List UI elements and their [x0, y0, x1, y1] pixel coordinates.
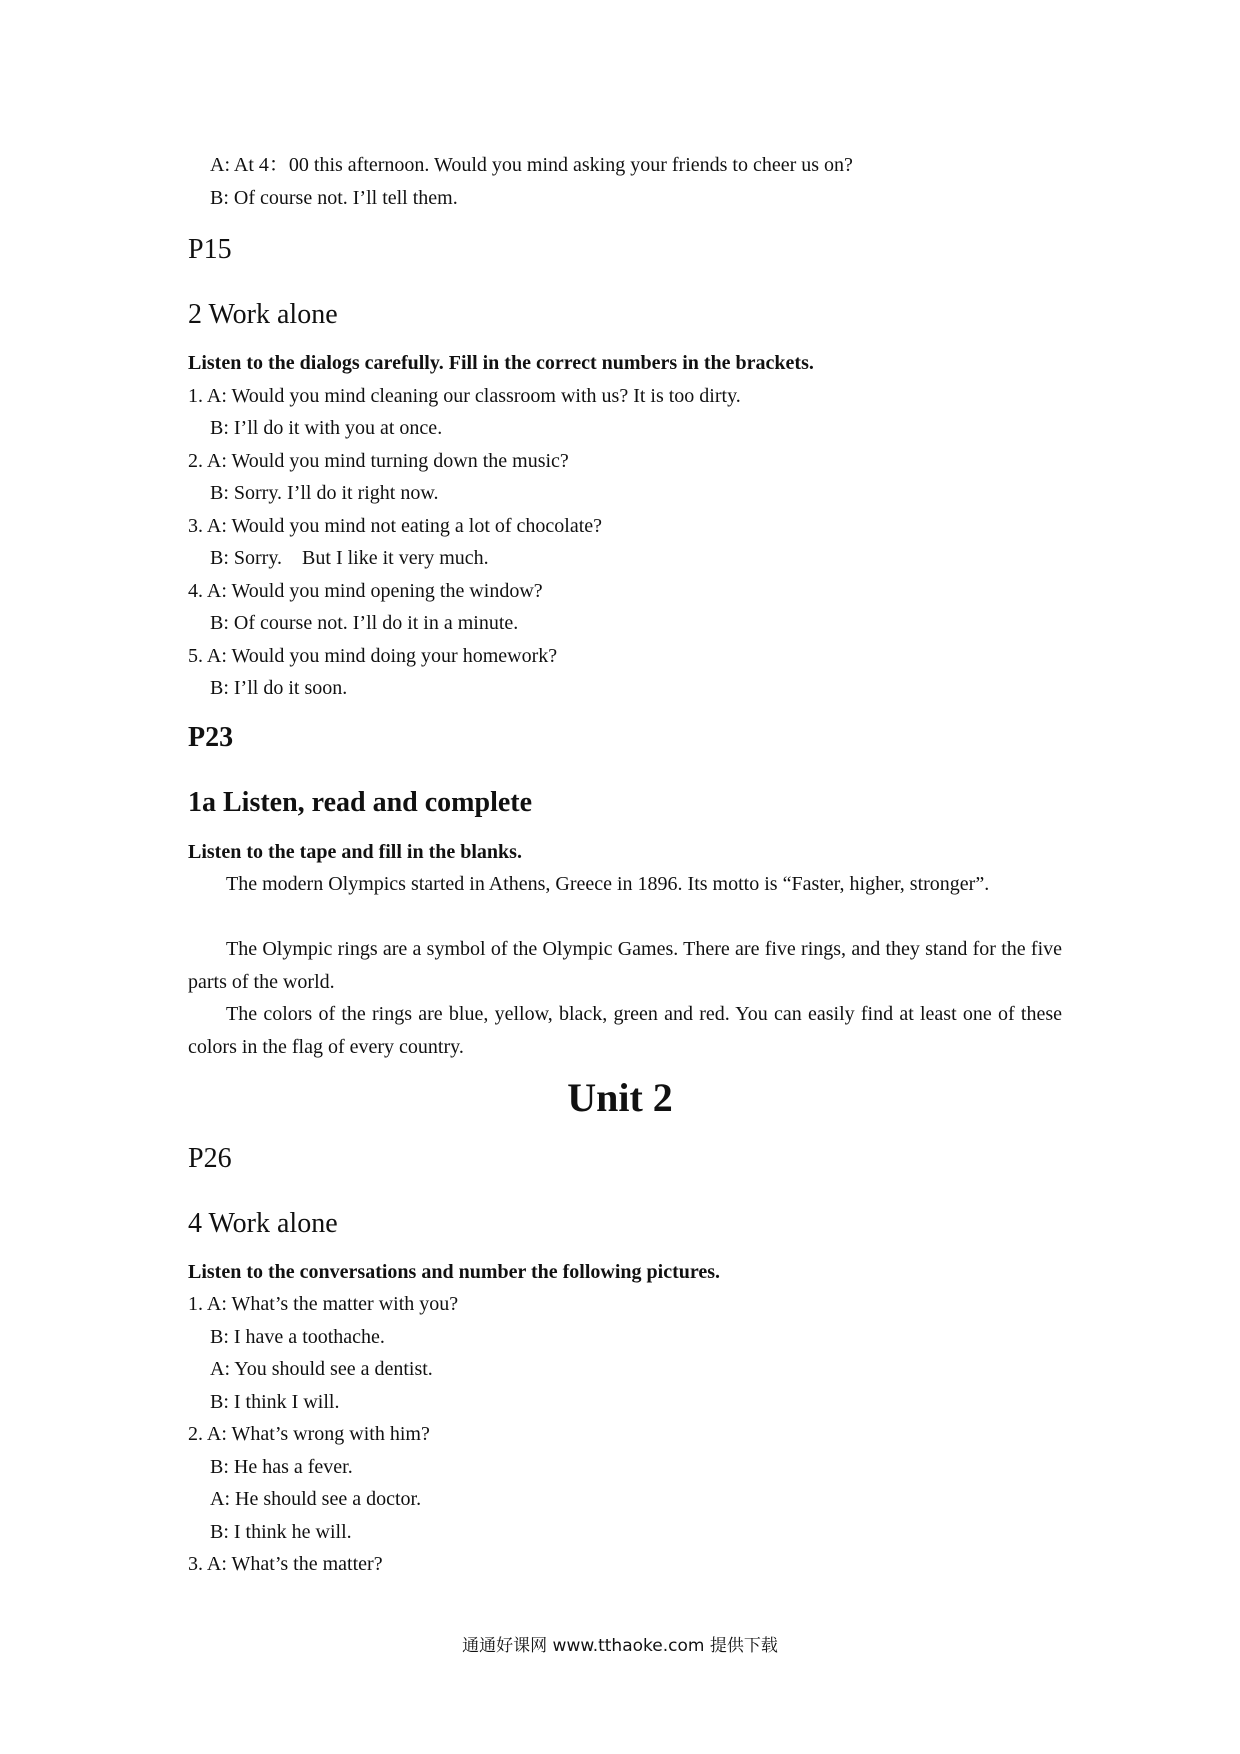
dialog-line: B: Sorry. But I like it very much. [210, 547, 489, 569]
reading-paragraph: The Olympic rings are a symbol of the Olympic Games. There are five rings, and they stand for the five parts of the world. [188, 938, 1062, 993]
dialog-line: 2. A: Would you mind turning down the music? [188, 450, 569, 472]
dialog-line: B: I think I will. [210, 1391, 340, 1413]
section-title-listen-read: 1a Listen, read and complete [188, 787, 533, 818]
dialog-line: B: I’ll do it soon. [210, 677, 348, 699]
dialog-line: 3. A: What’s the matter? [188, 1553, 383, 1575]
dialog-line: A: You should see a dentist. [210, 1358, 433, 1380]
instruction-text: Listen to the conversations and number the following pictures. [188, 1261, 721, 1283]
page-label-p15: P15 [188, 234, 232, 265]
dialog-line: B: Sorry. I’ll do it right now. [210, 482, 439, 504]
page-label-p23: P23 [188, 722, 234, 753]
instruction-text: Listen to the dialogs carefully. Fill in the correct numbers in the brackets. [188, 352, 814, 374]
page-label-p26: P26 [188, 1143, 232, 1174]
section-title-work-alone: 4 Work alone [188, 1208, 338, 1239]
page-footer: 通通好课网 www.tthaoke.com 提供下载 [462, 1636, 778, 1656]
dialog-line: 5. A: Would you mind doing your homework? [188, 645, 558, 667]
dialog-line: A: At 4：00 this afternoon. Would you mind asking your friends to cheer us on? [210, 154, 853, 176]
dialog-line: B: I’ll do it with you at once. [210, 417, 443, 439]
dialog-line: 1. A: What’s the matter with you? [188, 1293, 459, 1315]
dialog-line: B: He has a fever. [210, 1456, 353, 1478]
dialog-line: 4. A: Would you mind opening the window? [188, 580, 543, 602]
section-title-work-alone: 2 Work alone [188, 299, 338, 330]
dialog-line: B: Of course not. I’ll tell them. [210, 187, 458, 209]
dialog-line: B: Of course not. I’ll do it in a minute. [210, 612, 519, 634]
dialog-line: 3. A: Would you mind not eating a lot of chocolate? [188, 515, 603, 537]
reading-paragraph: The colors of the rings are blue, yellow, black, green and red. You can easily find at least one of these colors in the flag of every country. [188, 1003, 1062, 1058]
reading-paragraph: The modern Olympics started in Athens, Greece in 1896. Its motto is “Faster, higher, stronger”. [226, 873, 990, 895]
dialog-line: A: He should see a doctor. [210, 1488, 422, 1510]
dialog-line: B: I have a toothache. [210, 1326, 385, 1348]
instruction-text: Listen to the tape and fill in the blanks. [188, 841, 522, 863]
dialog-line: 1. A: Would you mind cleaning our classroom with us? It is too dirty. [188, 385, 741, 407]
dialog-line: B: I think he will. [210, 1521, 352, 1543]
unit-heading: Unit 2 [567, 1075, 673, 1120]
dialog-line: 2. A: What’s wrong with him? [188, 1423, 430, 1445]
